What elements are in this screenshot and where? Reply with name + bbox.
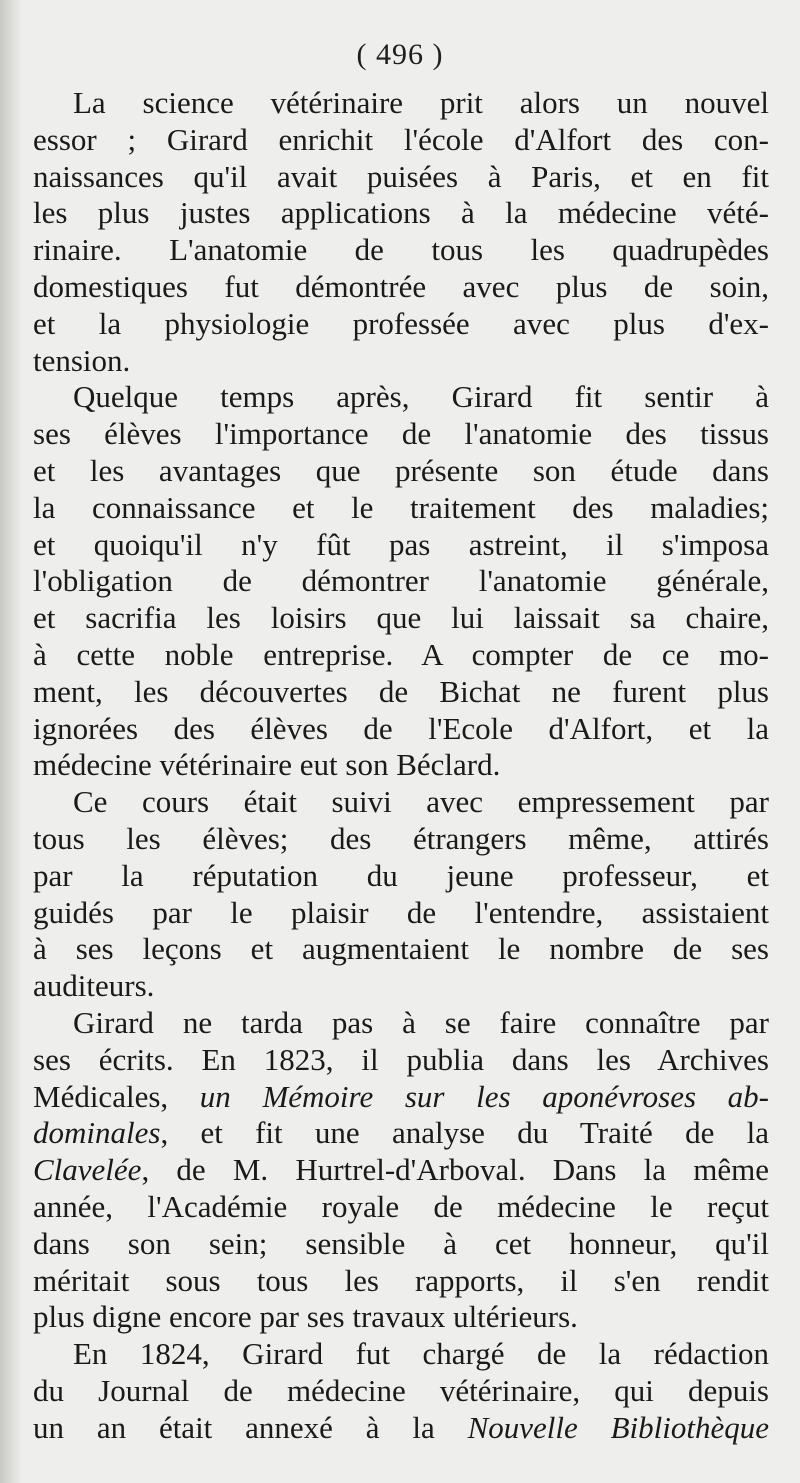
- text-line: médecine vétérinaire eut son Béclard.: [33, 747, 501, 783]
- text-line: Quelque temps après, Girard fit sentir à: [73, 379, 769, 415]
- text-line: et sacrifia les loisirs que lui laissait sa chaire,: [33, 600, 769, 636]
- text-line: dans son sein; sensible à cet honneur, qu'il: [33, 1225, 769, 1261]
- text-line: et les avantages que présente son étude dans: [33, 452, 769, 488]
- body-text: [33, 85, 769, 1446]
- text-line: Clavelée, de M. Hurtrel-d'Arboval. Dans la même: [33, 1152, 769, 1188]
- text-line: essor ; Girard enrichit l'école d'Alfort des con-: [33, 121, 769, 157]
- text-line: ses élèves l'importance de l'anatomie des tissus: [33, 416, 769, 452]
- text-line: méritait sous tous les rapports, il s'en rendit: [33, 1262, 769, 1298]
- text-line: et quoiqu'il n'y fût pas astreint, il s'imposa: [33, 526, 769, 562]
- text-line: En 1824, Girard fut chargé de la rédaction: [73, 1336, 769, 1372]
- text-line: Médicales, un Mémoire sur les aponévroses ab-: [33, 1078, 770, 1114]
- text-line: Ce cours était suivi avec empressement par: [73, 784, 769, 820]
- text-line: année, l'Académie royale de médecine le reçut: [33, 1188, 769, 1224]
- text-line: ignorées des élèves de l'Ecole d'Alfort, et la: [33, 710, 769, 746]
- text-line: la connaissance et le traitement des maladies;: [33, 489, 769, 525]
- text-line: naissances qu'il avait puisées à Paris, et en fit: [33, 158, 769, 194]
- text-line: La science vétérinaire prit alors un nouvel: [73, 85, 769, 120]
- text-line: l'obligation de démontrer l'anatomie générale,: [33, 563, 769, 599]
- text-line: guidés par le plaisir de l'entendre, assistaient: [33, 894, 769, 930]
- text-line: plus digne encore par ses travaux ultérieurs.: [33, 1299, 578, 1335]
- text-line: Girard ne tarda pas à se faire connaître par: [73, 1004, 769, 1040]
- text-line: rinaire. L'anatomie de tous les quadrupèdes: [33, 232, 769, 268]
- text-line: tous les élèves; des étrangers même, attirés: [33, 820, 769, 856]
- page-edge-shadow: [0, 0, 22, 1483]
- text-line: à cette noble entreprise. A compter de ce mo-: [33, 636, 769, 672]
- text-line: un an était annexé à la Nouvelle Bibliothèque: [33, 1409, 769, 1445]
- text-line: ses écrits. En 1823, il publia dans les Archives: [33, 1041, 769, 1077]
- italic-text: Nouvelle Bibliothèque: [467, 1409, 769, 1445]
- italic-text: un Mémoire sur les aponévroses ab-: [199, 1078, 770, 1114]
- text-line: à ses leçons et augmentaient le nombre de ses: [33, 931, 769, 967]
- italic-text: dominales: [33, 1115, 161, 1151]
- italic-text: Clavelée: [33, 1152, 142, 1188]
- text-line: et la physiologie professée avec plus d'ex-: [33, 305, 769, 341]
- text-line: dominales, et fit une analyse du Traité de la: [33, 1115, 769, 1151]
- text-line: tension.: [33, 342, 131, 378]
- text-line: du Journal de médecine vétérinaire, qui depuis: [33, 1372, 769, 1408]
- text-line: domestiques fut démontrée avec plus de soin,: [33, 268, 769, 304]
- text-line: auditeurs.: [33, 968, 155, 1004]
- text-line: par la réputation du jeune professeur, et: [33, 857, 769, 893]
- page-number: ( 496 ): [356, 38, 444, 71]
- text-line: ment, les découvertes de Bichat ne furent plus: [33, 673, 769, 709]
- text-line: les plus justes applications à la médecine vété-: [33, 195, 769, 231]
